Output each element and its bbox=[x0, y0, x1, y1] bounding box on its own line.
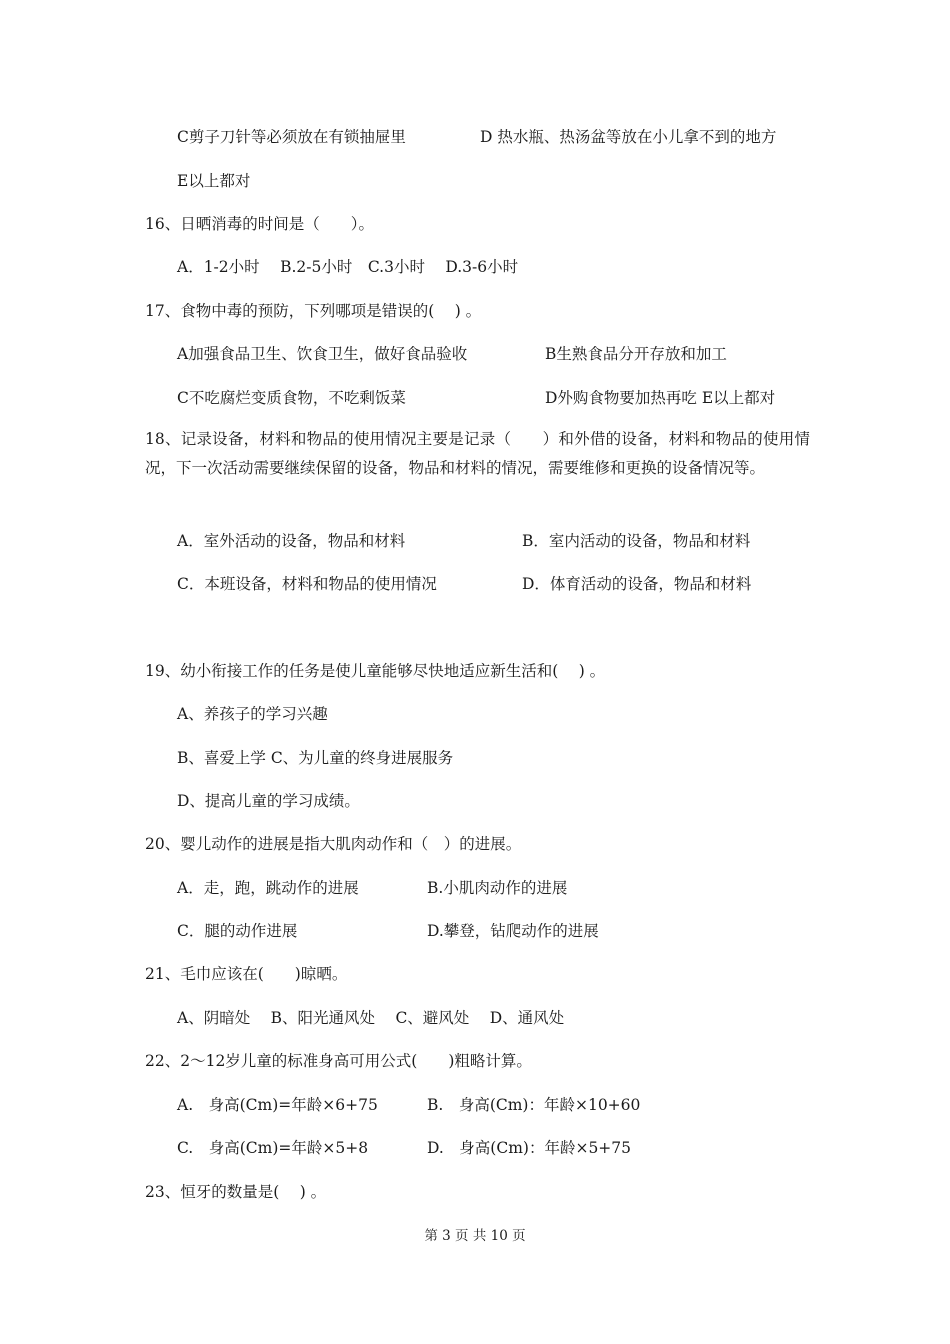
q20-option-c: C．腿的动作进展 bbox=[177, 922, 298, 940]
q23-stem: 23、恒牙的数量是( ) 。 bbox=[145, 1183, 327, 1201]
q22-option-c: C. 身高(Cm)=年龄×5+8 bbox=[177, 1139, 369, 1157]
q17-option-c: C不吃腐烂变质食物，不吃剩饭菜 bbox=[177, 389, 406, 407]
q19-option-d: D、提高儿童的学习成绩。 bbox=[177, 792, 360, 810]
q15-option-e: E以上都对 bbox=[177, 172, 251, 190]
q15-option-d: D 热水瓶、热汤盆等放在小儿拿不到的地方 bbox=[480, 128, 777, 146]
q22-option-b: B. 身高(Cm)：年龄×10+60 bbox=[427, 1096, 641, 1114]
q16-options: A．1-2小时 B.2-5小时 C.3小时 D.3-6小时 bbox=[177, 258, 519, 276]
q22-stem: 22、2～12岁儿童的标准身高可用公式( )粗略计算。 bbox=[145, 1052, 532, 1070]
q17-stem: 17、食物中毒的预防，下列哪项是错误的( ) 。 bbox=[145, 302, 482, 320]
q16-stem: 16、日晒消毒的时间是（ ）。 bbox=[145, 215, 374, 233]
q18-stem: 18、记录设备，材料和物品的使用情况主要是记录（ ）和外借的设备，材料和物品的使用情况，下一次活动需要继续保留的设备，物品和材料的情况，需要维修和更换的设备情况等。 bbox=[145, 430, 810, 477]
q17-option-b: B生熟食品分开存放和加工 bbox=[545, 345, 727, 363]
q22-option-d: D. 身高(Cm)：年龄×5+75 bbox=[427, 1139, 632, 1157]
q15-option-c: C剪子刀针等必须放在有锁抽屉里 bbox=[177, 128, 406, 146]
q20-option-d: D.攀登，钻爬动作的进展 bbox=[427, 922, 599, 940]
q17-option-a: A加强食品卫生、饮食卫生，做好食品验收 bbox=[177, 345, 468, 363]
q19-stem: 19、幼小衔接工作的任务是使儿童能够尽快地适应新生活和( ) 。 bbox=[145, 662, 606, 680]
page-number-footer: 第 3 页 共 10 页 bbox=[424, 1228, 526, 1244]
q22-option-a: A. 身高(Cm)=年龄×6+75 bbox=[177, 1096, 378, 1114]
q19-option-a: A、养孩子的学习兴趣 bbox=[177, 705, 328, 723]
q18-option-c: C．本班设备，材料和物品的使用情况 bbox=[177, 575, 437, 593]
q21-stem: 21、毛巾应该在( )晾晒。 bbox=[145, 965, 348, 983]
q18-option-b: B．室内活动的设备，物品和材料 bbox=[522, 532, 751, 550]
q20-stem: 20、婴儿动作的进展是指大肌肉动作和（ ）的进展。 bbox=[145, 835, 522, 853]
q20-option-a: A．走，跑，跳动作的进展 bbox=[177, 879, 359, 897]
q18-option-d: D．体育活动的设备，物品和材料 bbox=[522, 575, 752, 593]
q18-option-a: A．室外活动的设备，物品和材料 bbox=[177, 532, 406, 550]
q21-options: A、阴暗处 B、阳光通风处 C、避风处 D、通风处 bbox=[177, 1009, 565, 1027]
q17-option-de: D外购食物要加热再吃 E以上都对 bbox=[545, 389, 776, 407]
q19-option-bc: B、喜爱上学 C、为儿童的终身进展服务 bbox=[177, 749, 454, 767]
q20-option-b: B.小肌肉动作的进展 bbox=[427, 879, 568, 897]
